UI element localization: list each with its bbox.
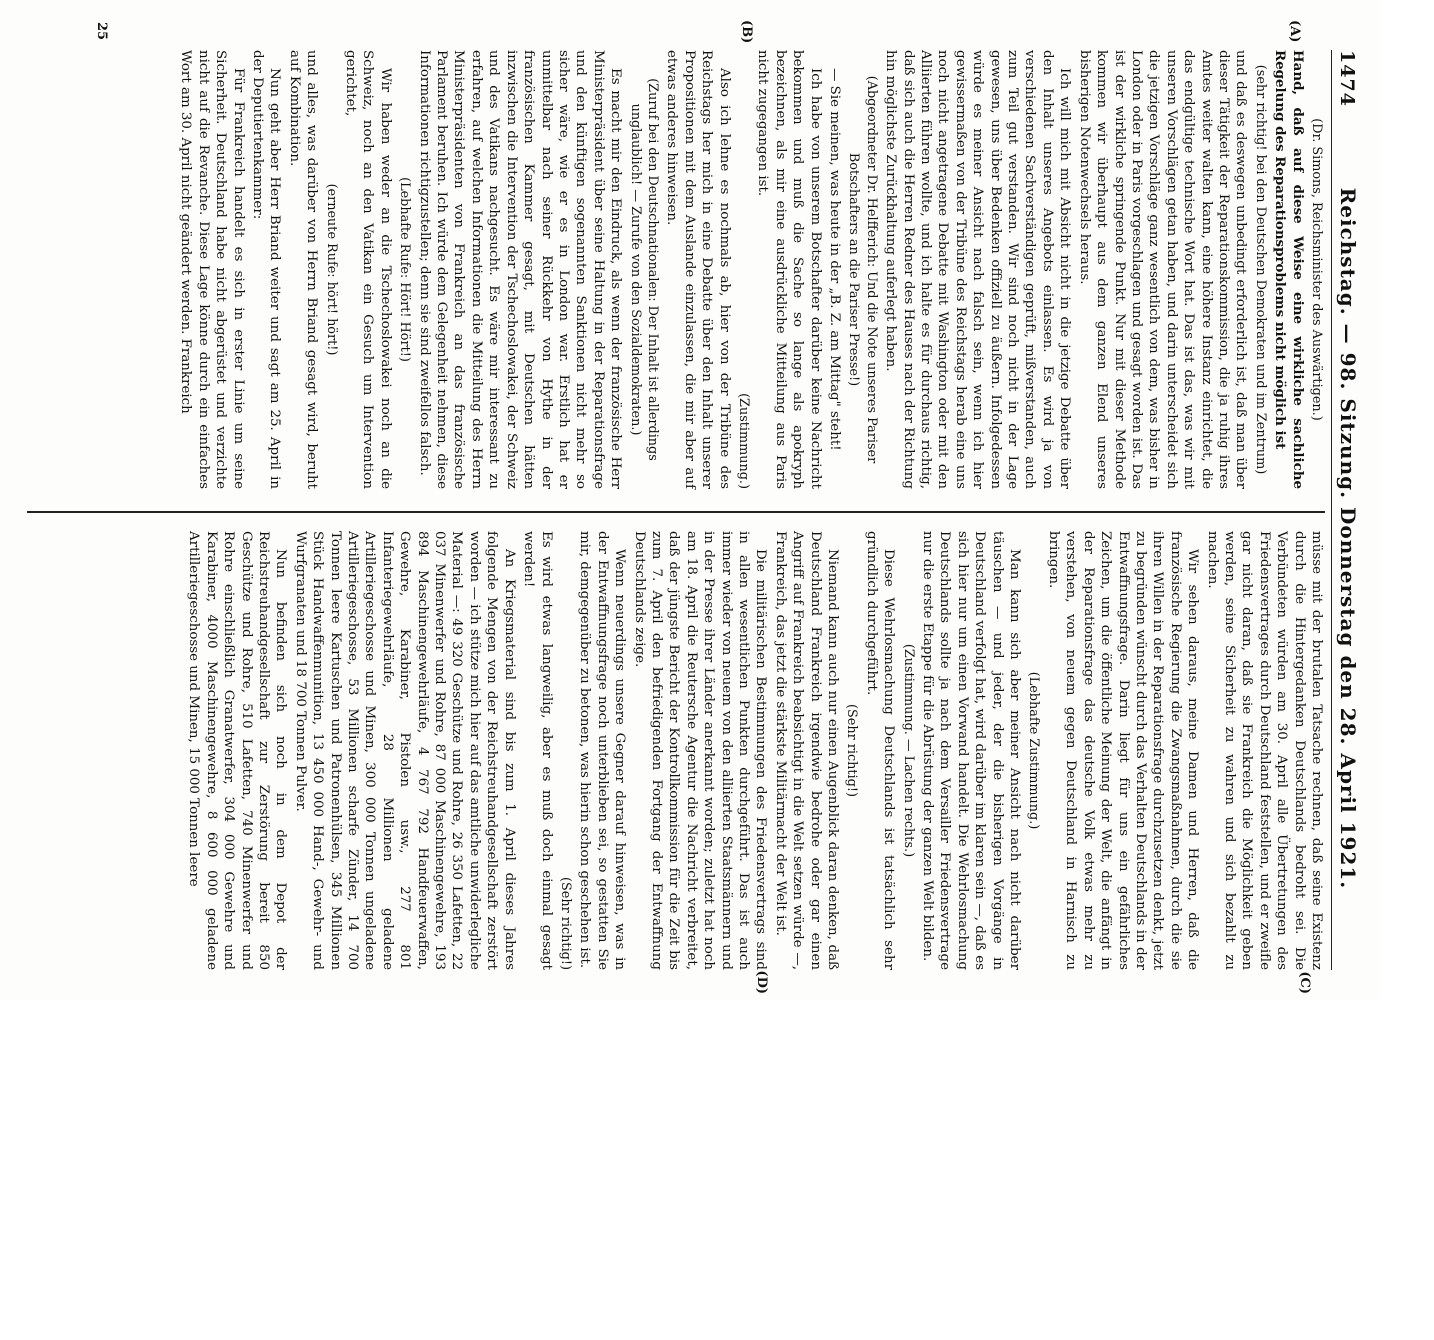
paragraph: Nun geht aber Herr Briand weiter und sagt am 25. April in der Deputiertenkammer: <box>250 50 283 489</box>
interjection: (Zustimmung.) <box>736 393 751 489</box>
margin-marker-d: (D) <box>754 970 769 994</box>
page-header <box>1331 50 1360 970</box>
page-title: Reichstag. — 98. Sitzung. Donnerstag den 28. April 1921. <box>1336 187 1360 890</box>
paragraph: Man kann sich aber meiner Ansicht nach nicht darüber täuschen — und jeder, der die bisherigen Vorgänge in Deutschland verfolgt hat, wird darüber im klaren sein —, daß es sich hier nur um einen Vorwand handelt. Die Wehrlosmachung Deutschlands sollte ja nach dem Versailler Friedensvertrage nur die erste Etappe für die Abrüstung der ganzen Welt bilden. <box>920 531 1023 970</box>
interjection: (Lebhafte Zustimmung.) <box>1026 671 1042 830</box>
interjection: (Zuruf bei den Deutschnationalen: Der Inhalt ist allerdings unglaublich! — Zurufe von den Sozialdemokraten.) <box>627 78 660 461</box>
interjection: (Zustimmung. — Lachen rechts.) <box>900 643 916 858</box>
paragraph: — Sie meinen, was heute in der „B. Z. am Mittag" steht! <box>827 68 843 451</box>
paragraph: und daß es deswegen unbedingt erforderlich ist, daß man über dieser Tätigkeit der Reparationskommission, die ja ruhig ihres Amtes weiter walten kann, eine höhere Instanz einrichtet, die das endgültige technische Wort hat. Das ist das, was wir mit unseren Vorschlägen getan haben, und darin unterscheidet sich die jetzigen Vorschläge ganz wesentlich von dem, was bisher in London oder in Paris vorgeschlagen und gesagt worden ist. Das ist der wirkliche springende Punkt. Nur mit dieser Methode kommen wir überhaupt aus dem ganzen Elend unseres bisherigen Notenwechsels heraus. <box>1076 50 1249 489</box>
paragraph: Wir haben weder an die Tschechoslowakei noch an die Schweiz, noch an den Vatikan ein Gesuch um Intervention gerichtet, <box>343 50 393 489</box>
left-column <box>27 20 1325 489</box>
interjection: (Sehr richtig!) <box>557 877 573 970</box>
paragraph: Wenn neuerdings unsere Gegner darauf hinweisen, was in der Entwaffnungsfrage noch unterblieben sei, so gestatten Sie mir, demgegenüber zu betonen, was hierin schon geschehen ist. <box>577 531 628 970</box>
speaker-line: (Dr. Simons, Reichsminister des Auswärtigen.) <box>1309 118 1324 421</box>
paragraph: Ich habe von unserem Botschafter darüber keine Nachricht bekommen und muß die Sache so lange als apokryph bezeichnen, als mir eine ausdrückliche Mitteilung aus Paris nicht zugegangen ist. <box>755 50 823 489</box>
text-columns <box>27 20 1325 994</box>
page-number: 1474 <box>1336 50 1358 107</box>
paragraph: Es macht mir den Eindruck, als wenn der französische Herr Ministerpräsident über seine Haltung in der Reparationsfrage und den künftigen sogenannten Sanktionen nicht mehr so sicher wäre, wie er es in London war. Erstlich hat er unmittelbar nach seiner Rückkehr von Hythe in der französischen Kammer gesagt, mit Deutschen hätten inzwischen die Intervention der Tschechoslowakei, der Schweiz und des Vatikans nachgesucht. Es wäre mir interessant zu erfahren, auf welchen Informationen die Mitteilung des Herrn Ministerpräsidenten von Frankreich an das französische Parlament beruhen. Ich würde dem Gelegenheit nehmen, diese Informationen richtigzustellen; denn sie sind zweifellos falsch. <box>416 50 624 489</box>
paragraph: Ich will mich mit Absicht nicht in die jetzige Debatte über den Inhalt unseres Angebots einlassen. Es wird ja von verschiedenen Sachverständigen geprüft, mißverstanden, auch zum Teil gut verstanden. Wir sind noch nicht in der Lage gewesen, uns über Bedenken offiziell zu äußern. Infolgedessen würde es meiner Ansicht nach falsch sein, wenn ich hier gewissermaßen von der Tribüne des Reichstags herab eine uns noch nicht angetragene Debatte mit Washington oder mit den Alliierten führen wollte, und ich halte es für durchaus richtig, daß sich auch die Herren Redner des Hauses nach der Richtung hin möglichste Zurückhaltung auferlegt haben. <box>883 50 1073 489</box>
margin-marker-c: (C) <box>1297 971 1312 994</box>
paragraph: An Kriegsmaterial sind bis zum 1. April dieses Jahres folgende Mengen von der Reichstreuhandgesellschaft zerstört worden — ich stütze mich hier auf das amtliche unwiderlegliche Material —: 49 320 Geschütze und Rohre, 26 350 Lafetten, 22 037 Minenwerfer und Rohre, 87 000 Maschinengewehre, 193 894 Maschinengewehrläufe, 4 767 792 Handfeuerwaffen, Gewehre, Karabiner, Pistolen usw., 277 801 Infanteriegewehrläufe, 28 Millionen geladene Artilleriegeschosse und Minen, 300 000 Tonnen ungeladene Artilleriegeschosse, 53 Millionen scharfe Zünder, 14 700 Tonnen leere Kartuschen und Patronenhülsen, 345 Millionen Stück Handwaffenmunition, 13 450 000 Hand-, Gewehr- und Wurfgranaten und 18 700 Tonnen Pulver. <box>292 531 517 970</box>
right-column <box>27 511 1325 994</box>
paragraph: Wir sehen daraus, meine Damen und Herren, daß die französische Regierung die Zwangsmaßnahmen, durch die sie ihren Willen in der Reparationsfrage durchzusetzen denkt, jetzt zu begründen wünscht durch das Verhalten Deutschlands in der Entwaffnungsfrage. Darin liegt für uns ein gefährliches Zeichen, um die öffentliche Meinung der Welt, die anfängt in der Reparationsfrage das deutsche Volk etwas mehr zu verstehen, von neuem gegen Deutschland in Harnisch zu bringen. <box>1045 531 1201 970</box>
paragraph: Nun befinden sich noch in dem Depot der Reichstreuhandgesellschaft zur Zerstörung bereit 850 Geschütze und Rohre, 510 Lafetten, 740 Minenwerfer und Rohre einschließlich Granatwerfer, 304 000 Gewehre und Karabiner, 4000 Maschinengewehre, 8 600 000 geladene Artilleriegeschosse und Minen, 15 000 Tonnen leere <box>186 531 289 970</box>
paragraph: Hand, daß auf diese Weise eine wirkliche sachliche Regelung des Reparationsproblems nicht möglich ist <box>1272 50 1306 489</box>
interjection: (Abgeordneter Dr. Helfferich: Und die Note unseres Pariser Botschafters an die Pariser Presse!) <box>846 75 879 464</box>
interjection: (Sehr richtig!) <box>844 704 860 797</box>
paragraph: Diese Wehrlosmachung Deutschlands ist tatsächlich sehr gründlich durchgeführt. <box>863 531 897 970</box>
interjection: (sehr richtig! bei den Deutschen Demokraten und im Zentrum) <box>1252 64 1268 475</box>
paragraph: müsse mit der brutalen Tatsache rechnen, daß seine Existenz durch die Hintergedanken Deutschlands bedroht sei. Die Verbündeten würden am 30. April alle Übertretungen des Friedensvertrages durch Deutschland feststellen, und er zweifle gar nicht daran, daß sie Frankreich die Möglichkeit geben werden, seine Sicherheit zu wahren und sich bezahlt zu machen. <box>1204 531 1324 970</box>
paragraph: Die militärischen Bestimmungen des Friedensvertrags sind in allen wesentlichen Punkten durchgeführt. Das ist auch immer wieder von neuem von den alliierten Staatsmännern und in der Presse ihrer Länder anerkannt worden; zuletzt hat noch am 18. April die Reutersche Agentur die Nachricht verbreitet, daß der jüngste Bericht der Kontrollkommission für die Zeit bis zum 7. April den befriedigenden Fortgang der Entwaffnung Deutschlands zeige. <box>631 531 769 970</box>
paragraph: Niemand kann auch nur einen Augenblick daran denken, daß Deutschland Frankreich irgendwie bedrohe oder gar einen Angriff auf Frankreich beabsichtigt in die Welt setzen würde —, Frankreich, das jetzt die stärkste Militärmacht der Welt ist. <box>772 531 841 970</box>
margin-marker-b: (B) <box>739 20 754 44</box>
line-number-25: 25 <box>94 22 109 41</box>
paragraph: Also ich lehne es nochmals ab, hier von der Tribüne des Reichstags her mich in eine Debatte über den Inhalt unserer Propositionen mit dem Auslande einzulassen, die mir aber auf etwas anderes hinweisen. <box>664 50 732 489</box>
quotation: Für Frankreich handelt es sich in erster Linie um seine Sicherheit. Deutschland habe nicht abgerüstet und verzichte nicht auf die Revanche. Diese Lage könne durch ein einfaches Wort am 30. April nicht geändert werden. Frankreich <box>178 50 246 489</box>
margin-marker-a: (A) <box>1287 20 1302 43</box>
interjection: (erneute Rufe: hört! hört!) <box>323 183 339 356</box>
paragraph: Es wird etwas langweilig, aber es muß doch einmal gesagt werden! <box>521 531 554 970</box>
interjection: (Lebhafte Rufe: Hört! Hört!) <box>397 177 413 362</box>
paragraph: und alles, was darüber von Herrn Briand gesagt wird, beruht auf Kombination. <box>286 50 320 489</box>
